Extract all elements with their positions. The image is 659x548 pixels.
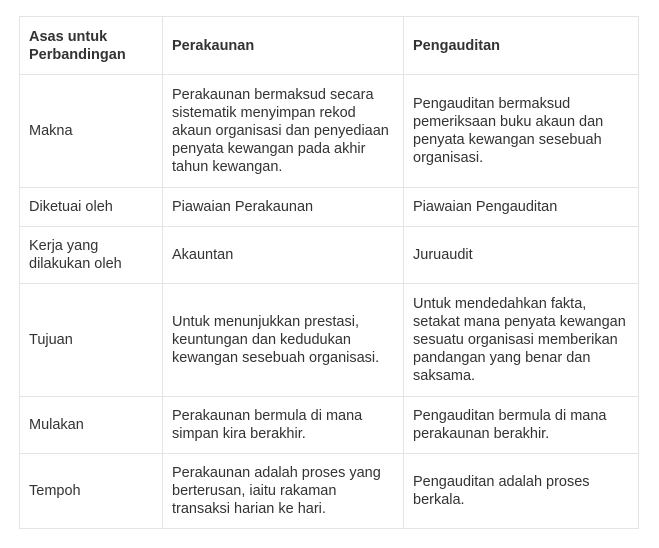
- header-basis: Asas untuk Perbandingan: [20, 17, 163, 75]
- comparison-table-container: [19, 16, 639, 529]
- cell-basis: Makna: [20, 75, 163, 188]
- cell-perakaunan: Piawaian Perakaunan: [163, 188, 404, 227]
- cell-pengauditan: Pengauditan adalah proses berkala.: [404, 454, 639, 529]
- header-pengauditan: Pengauditan: [404, 17, 639, 75]
- cell-perakaunan: Perakaunan bermula di mana simpan kira berakhir.: [163, 397, 404, 454]
- table-header-row: [20, 17, 639, 75]
- header-perakaunan: Perakaunan: [163, 17, 404, 75]
- cell-pengauditan: Piawaian Pengauditan: [404, 188, 639, 227]
- cell-pengauditan: Pengauditan bermula di mana perakaunan berakhir.: [404, 397, 639, 454]
- cell-pengauditan: Pengauditan bermaksud pemeriksaan buku akaun dan penyata kewangan sesebuah organisasi.: [404, 75, 639, 188]
- table-row: [20, 397, 639, 454]
- table-row: [20, 75, 639, 188]
- cell-basis: Tujuan: [20, 284, 163, 397]
- table-row: [20, 188, 639, 227]
- cell-perakaunan: Perakaunan adalah proses yang berterusan, iaitu rakaman transaksi harian ke hari.: [163, 454, 404, 529]
- cell-pengauditan: Juruaudit: [404, 227, 639, 284]
- cell-basis: Diketuai oleh: [20, 188, 163, 227]
- cell-pengauditan: Untuk mendedahkan fakta, setakat mana penyata kewangan sesuatu organisasi memberikan pandangan yang benar dan saksama.: [404, 284, 639, 397]
- cell-perakaunan: Perakaunan bermaksud secara sistematik menyimpan rekod akaun organisasi dan penyediaan penyata kewangan pada akhir tahun kewangan.: [163, 75, 404, 188]
- table-row: [20, 284, 639, 397]
- cell-basis: Kerja yang dilakukan oleh: [20, 227, 163, 284]
- cell-basis: Mulakan: [20, 397, 163, 454]
- cell-perakaunan: Untuk menunjukkan prestasi, keuntungan dan kedudukan kewangan sesebuah organisasi.: [163, 284, 404, 397]
- table-row: [20, 454, 639, 529]
- table-row: [20, 227, 639, 284]
- cell-perakaunan: Akauntan: [163, 227, 404, 284]
- comparison-table: [19, 16, 639, 529]
- cell-basis: Tempoh: [20, 454, 163, 529]
